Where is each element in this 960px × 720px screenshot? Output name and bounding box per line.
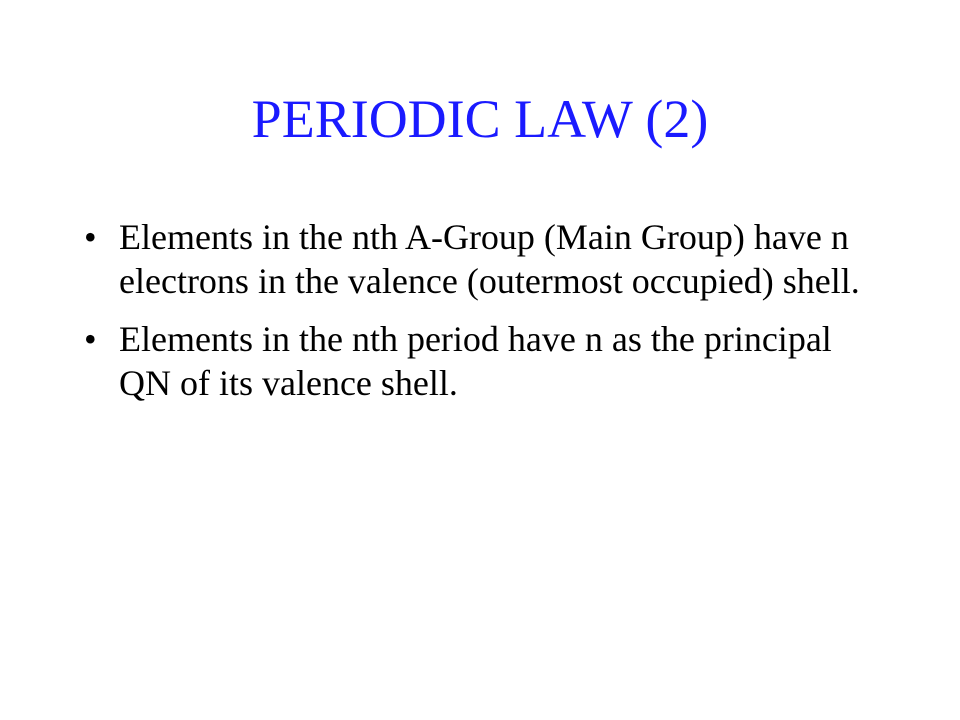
bullet-item — [80, 317, 880, 405]
bullet-text: Elements in the nth period have n as the principal QN of its valence shell. — [119, 319, 832, 403]
bullet-dot-icon: • — [84, 217, 97, 257]
bullet-dot-icon: • — [84, 319, 97, 359]
bullet-list — [80, 215, 880, 419]
bullet-text: Elements in the nth A-Group (Main Group) have n electrons in the valence (outermost occupied) shell. — [119, 217, 860, 301]
bullet-item — [80, 215, 880, 303]
slide-title: PERIODIC LAW (2) — [251, 89, 709, 149]
